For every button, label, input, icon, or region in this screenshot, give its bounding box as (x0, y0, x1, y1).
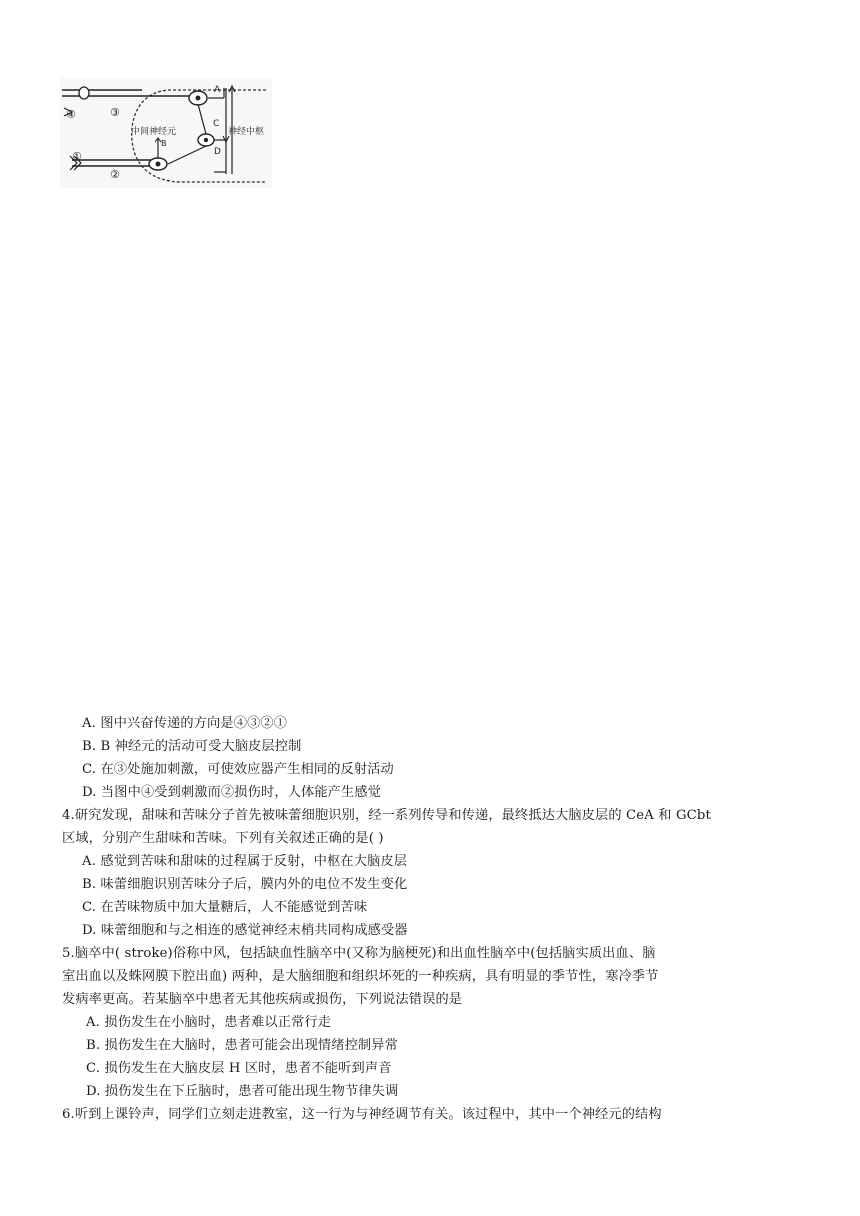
q5-option-c: C. 损伤发生在大脑皮层 H 区时，患者不能听到声音 (86, 1061, 392, 1076)
label-d: D (214, 147, 221, 157)
q5-stem-line-3: 发病率更高。若某脑卒中患者无其他疾病或损伤，下列说法错误的是 (62, 992, 463, 1007)
label-1: ① (72, 150, 82, 163)
q3-option-b: B. B 神经元的活动可受大脑皮层控制 (82, 739, 302, 754)
q4-stem-line-1: 4.研究发现，甜味和苦味分子首先被味蕾细胞识别，经一系列传导和传递，最终抵达大脑皮层的 CeA 和 GCbt (62, 808, 711, 823)
q5-option-b: B. 损伤发生在大脑时，患者可能会出现情绪控制异常 (86, 1038, 398, 1053)
reflex-arc-diagram (60, 78, 272, 188)
label-a: A (214, 85, 221, 95)
q3-option-a: A. 图中兴奋传递的方向是④③②① (82, 716, 288, 731)
reflex-arc-figure (60, 78, 272, 188)
label-nerve-center: 神经中枢 (228, 127, 265, 137)
label-c: C (213, 119, 220, 129)
q6-stem-line-1: 6.听到上课铃声，同学们立刻走进教室，这一行为与神经调节有关。该过程中，其中一个神经元的结构 (62, 1107, 662, 1122)
label-3: ③ (110, 106, 120, 119)
q4-stem-line-2: 区域，分别产生甜味和苦味。下列有关叙述正确的是( ) (62, 831, 384, 846)
q5-stem-line-1: 5.脑卒中( stroke)俗称中风，包括缺血性脑卒中(又称为脑梗死)和出血性脑卒中(包括脑实质出血、脑 (62, 946, 656, 961)
label-b: B (161, 139, 167, 148)
q3-option-c: C. 在③处施加刺激，可使效应器产生相同的反射活动 (82, 762, 394, 777)
q5-option-d: D. 损伤发生在下丘脑时，患者可能出现生物节律失调 (86, 1084, 399, 1099)
q5-stem-line-2: 室出血以及蛛网膜下腔出血) 两种，是大脑细胞和组织坏死的一种疾病，具有明显的季节性，寒冷季节 (62, 969, 659, 984)
label-interneuron: 中间神经元 (131, 127, 177, 137)
q4-option-b: B. 味蕾细胞识别苦味分子后，膜内外的电位不发生变化 (82, 877, 408, 892)
q4-option-c: C. 在苦味物质中加大量糖后，人不能感觉到苦味 (82, 900, 368, 915)
effector-ending (79, 87, 89, 99)
q5-option-a: A. 损伤发生在小脑时，患者难以正常行走 (86, 1015, 332, 1030)
q3-option-d: D. 当图中④受到刺激而②损伤时，人体能产生感觉 (82, 785, 382, 800)
label-4: ④ (66, 108, 76, 121)
q4-option-a: A. 感觉到苦味和甜味的过程属于反射，中枢在大脑皮层 (82, 854, 408, 869)
q4-option-d: D. 味蕾细胞和与之相连的感觉神经末梢共同构成感受器 (82, 923, 408, 938)
label-2: ② (110, 168, 120, 181)
